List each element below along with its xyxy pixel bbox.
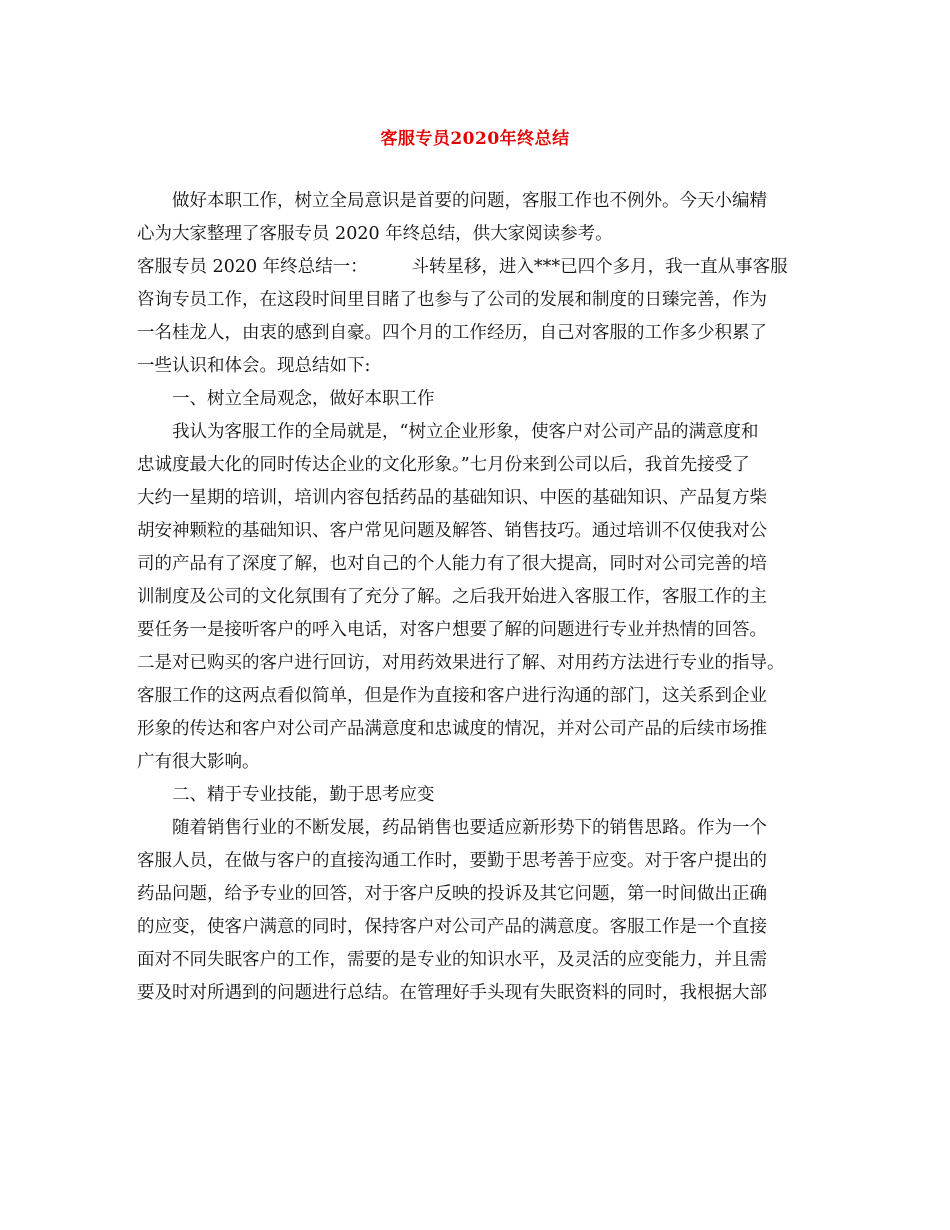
text-line: 胡安神颗粒的基础知识、客户常见问题及解答、销售技巧。通过培训不仅使我对公	[137, 521, 767, 541]
text-line: 咨询专员工作，在这段时间里目睹了也参与了公司的发展和制度的日臻完善，作为	[137, 290, 767, 310]
text-line: 训制度及公司的文化氛围有了充分了解。之后我开始进入客服工作，客服工作的主	[137, 587, 767, 607]
text-line: 要任务一是接听客户的呼入电话，对客户想要了解的问题进行专业并热情的回答。	[137, 620, 767, 640]
text-line: 二是对已购买的客户进行回访，对用药效果进行了解、对用药方法进行专业的指导。	[137, 653, 785, 673]
text-line: 一名桂龙人，由衷的感到自豪。四个月的工作经历，自己对客服的工作多少积累了	[137, 323, 767, 343]
text-line: 忠诚度最大化的同时传达企业的文化形象。”七月份来到公司以后，我首先接受了	[137, 455, 750, 475]
text-line: 司的产品有了深度了解，也对自己的个人能力有了很大提高，同时对公司完善的培	[137, 554, 767, 574]
text-line: 客服人员，在做与客户的直接沟通工作时，要勤于思考善于应变。对于客户提出的	[137, 851, 767, 871]
text-line: 药品问题，给予专业的回答，对于客户反映的投诉及其它问题，第一时间做出正确	[137, 884, 767, 904]
text-line: 面对不同失眠客户的工作，需要的是专业的知识水平，及灵活的应变能力，并且需	[137, 950, 767, 970]
text-line: 随着销售行业的不断发展，药品销售也要适应新形势下的销售思路。作为一个	[172, 818, 767, 838]
text-line: 做好本职工作，树立全局意识是首要的问题，客服工作也不例外。今天小编精	[172, 191, 767, 211]
text-line: 客服专员 2020 年终总结一： 斗转星移，进入***已四个多月，我一直从事客服	[137, 257, 788, 277]
text-line: 客服工作的这两点看似简单，但是作为直接和客户进行沟通的部门，这关系到企业	[137, 686, 767, 706]
text-line: 形象的传达和客户对公司产品满意度和忠诚度的情况，并对公司产品的后续市场推	[137, 719, 767, 739]
text-line: 大约一星期的培训，培训内容包括药品的基础知识、中医的基础知识、产品复方柴	[137, 488, 767, 508]
document-title: 客服专员2020年终总结	[380, 129, 570, 149]
text-line: 广有很大影响。	[137, 752, 260, 772]
text-line: 的应变，使客户满意的同时，保持客户对公司产品的满意度。客服工作是一个直接	[137, 917, 767, 937]
text-line: 要及时对所遇到的问题进行总结。在管理好手头现有失眠资料的同时，我根据大部	[137, 983, 767, 1003]
section-heading: 一、树立全局观念，做好本职工作	[172, 389, 435, 409]
section-heading: 二、精于专业技能，勤于思考应变	[172, 785, 435, 805]
text-line: 我认为客服工作的全局就是，“树立企业形象，使客户对公司产品的满意度和	[172, 422, 759, 442]
text-line: 一些认识和体会。现总结如下:	[137, 356, 371, 376]
text-line: 心为大家整理了客服专员 2020 年终总结，供大家阅读参考。	[137, 224, 613, 244]
